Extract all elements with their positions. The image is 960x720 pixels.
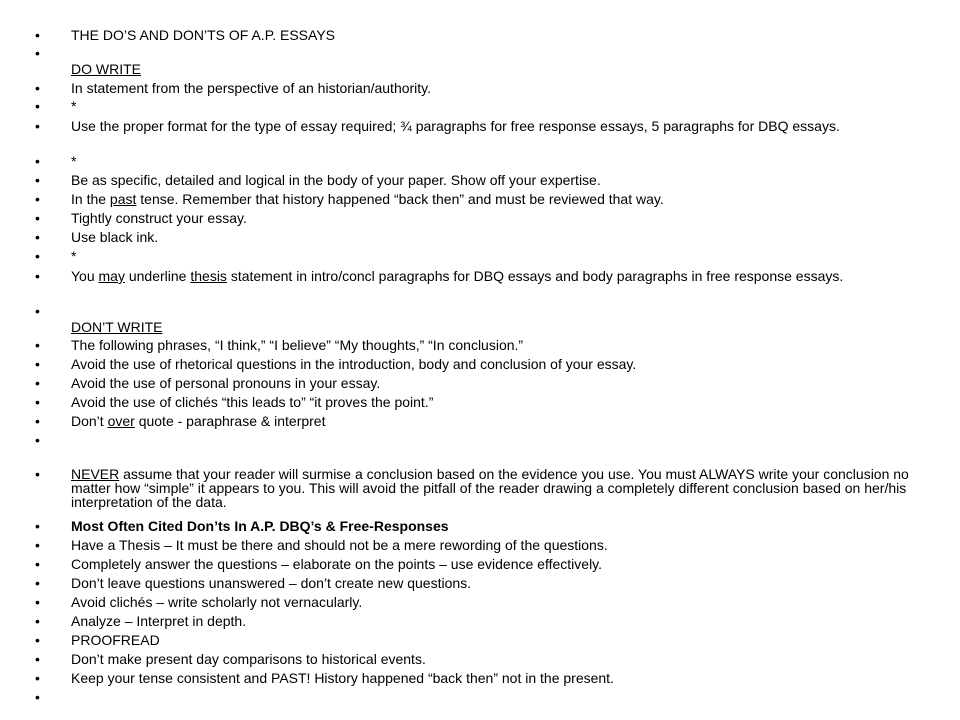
bullet-marker: •	[35, 556, 40, 572]
text-segment: quote - paraphrase & interpret	[134, 413, 326, 429]
list-item	[35, 651, 941, 667]
list-item-text	[71, 28, 941, 42]
list-item-text	[71, 230, 941, 244]
underlined-text: NEVER	[71, 466, 120, 482]
text-segment: The following phrases, “I think,” “I believe” “My thoughts,” “In conclusion.”	[71, 337, 524, 353]
list-item-text	[71, 249, 941, 263]
bullet-marker: •	[35, 394, 40, 410]
text-segment: Have a Thesis – It must be there and should not be a mere rewording of the questions.	[71, 537, 608, 553]
list-item	[35, 556, 941, 572]
list-item-text	[71, 192, 941, 206]
list-item-text	[71, 357, 941, 371]
text-segment: Be as specific, detailed and logical in the body of your paper. Show off your expertise.	[71, 172, 601, 188]
text-segment: Keep your tense consistent and PAST! History happened “back then” not in the present.	[71, 670, 614, 686]
list-item	[35, 356, 941, 372]
list-item	[35, 98, 941, 114]
bullet-marker: •	[35, 229, 40, 245]
list-item	[35, 670, 941, 686]
text-segment: *	[71, 153, 77, 169]
list-item	[71, 62, 941, 76]
bullet-marker: •	[35, 594, 40, 610]
bullet-marker: •	[35, 413, 40, 429]
bullet-marker: •	[35, 191, 40, 207]
bullet-marker: •	[35, 153, 40, 169]
list-item-text	[71, 338, 941, 352]
list-item-text	[71, 414, 941, 428]
list-item	[35, 613, 941, 629]
bullet-marker: •	[35, 98, 40, 114]
text-segment: Completely answer the questions – elaborate on the points – use evidence effectively.	[71, 556, 603, 572]
list-item-text	[71, 519, 941, 533]
bullet-marker: •	[35, 248, 40, 264]
list-item	[35, 375, 941, 391]
bullet-marker: •	[35, 303, 40, 319]
text-segment: In statement from the perspective of an historian/authority.	[71, 80, 432, 96]
list-item	[35, 191, 941, 207]
list-item-text	[71, 671, 941, 685]
list-item-text	[71, 538, 941, 552]
list-item-text	[71, 62, 941, 76]
list-item-text	[71, 576, 941, 590]
bullet-marker: •	[35, 375, 40, 391]
text-segment: You	[71, 268, 99, 284]
list-item	[35, 466, 941, 510]
underlined-text: DON’T WRITE	[71, 319, 163, 335]
list-item	[35, 394, 941, 410]
list-item-text	[71, 633, 941, 647]
list-item-text	[71, 269, 941, 283]
bullet-marker: •	[35, 575, 40, 591]
underlined-text: thesis	[190, 268, 227, 284]
list-item	[35, 27, 941, 43]
bullet-marker: •	[35, 466, 40, 482]
list-item	[35, 153, 941, 169]
bullet-marker: •	[35, 632, 40, 648]
bullet-marker: •	[35, 613, 40, 629]
text-segment: In the	[71, 191, 110, 207]
bullet-marker: •	[35, 27, 40, 43]
bullet-marker: •	[35, 268, 40, 284]
list-item	[35, 118, 941, 134]
text-segment: Analyze – Interpret in depth.	[71, 613, 247, 629]
bullet-marker: •	[35, 432, 40, 448]
bullet-marker: •	[35, 45, 40, 61]
bullet-marker: •	[35, 80, 40, 96]
list-item	[35, 632, 941, 648]
list-item-text	[71, 376, 941, 390]
bullet-marker: •	[35, 337, 40, 353]
list-item-text	[71, 211, 941, 225]
list-item	[35, 537, 941, 553]
bullet-marker: •	[35, 518, 40, 534]
text-segment: *	[71, 248, 77, 264]
list-item-text	[71, 173, 941, 187]
list-item	[35, 337, 941, 353]
underlined-text: past	[109, 191, 137, 207]
bullet-marker: •	[35, 689, 40, 705]
underlined-text: may	[98, 268, 125, 284]
list-item	[35, 248, 941, 264]
text-segment: *	[71, 98, 77, 114]
bold-text: Most Often Cited Don’ts In A.P. DBQ’s & Free-Responses	[71, 518, 449, 534]
list-item-text	[71, 320, 941, 334]
text-segment: underline	[124, 268, 191, 284]
list-item	[35, 80, 941, 96]
text-segment: Don’t	[71, 413, 108, 429]
text-segment: Avoid the use of rhetorical questions in the introduction, body and conclusion of your essay.	[71, 356, 637, 372]
list-item	[35, 210, 941, 226]
bullet-marker: •	[35, 651, 40, 667]
text-segment: Use black ink.	[71, 229, 159, 245]
list-item-text	[71, 81, 941, 95]
bullet-marker: •	[35, 210, 40, 226]
text-segment: assume that your reader will surmise a conclusion based on the evidence you use. You must ALWAYS write your conclusion no matter how “simple” it appears to you. This will avoid the pitfall of the reader drawing a completely different conclusion based on her/his interpretation of the data.	[71, 466, 909, 510]
text-segment: Use the proper format for the type of essay required; ¾ paragraphs for free response essays, 5 paragraphs for DBQ essays.	[71, 118, 840, 134]
bullet-marker: •	[35, 172, 40, 188]
text-segment: Don’t make present day comparisons to historical events.	[71, 651, 426, 667]
list-item	[35, 268, 941, 284]
text-segment: Avoid clichés – write scholarly not vernacularly.	[71, 594, 363, 610]
text-segment: Don’t leave questions unanswered – don’t create new questions.	[71, 575, 472, 591]
bullet-marker: •	[35, 537, 40, 553]
list-item-text	[71, 595, 941, 609]
underlined-text: DO WRITE	[71, 61, 141, 77]
bullet-marker: •	[35, 670, 40, 686]
list-item-text	[71, 557, 941, 571]
list-item	[35, 575, 941, 591]
text-segment: THE DO’S AND DON’TS OF A.P. ESSAYS	[71, 27, 335, 43]
list-item-text	[71, 614, 941, 628]
bullet-marker: •	[35, 356, 40, 372]
list-item	[35, 229, 941, 245]
text-segment: Avoid the use of personal pronouns in your essay.	[71, 375, 381, 391]
list-item	[35, 172, 941, 188]
list-item-text	[71, 467, 941, 509]
list-item	[35, 413, 941, 429]
text-segment: statement in intro/concl paragraphs for DBQ essays and body paragraphs in free response essays.	[226, 268, 844, 284]
list-item-text	[71, 652, 941, 666]
list-item-text	[71, 154, 941, 168]
text-segment: Avoid the use of clichés “this leads to” “it proves the point.”	[71, 394, 434, 410]
list-item	[35, 594, 941, 610]
list-item-text	[71, 395, 941, 409]
underlined-text: over	[107, 413, 135, 429]
list-item	[71, 320, 941, 334]
list-item-text	[71, 99, 941, 113]
text-segment: tense. Remember that history happened “back then” and must be reviewed that way.	[136, 191, 664, 207]
bullet-marker: •	[35, 118, 40, 134]
list-item-text	[71, 119, 941, 133]
list-item	[35, 518, 941, 534]
text-segment: Tightly construct your essay.	[71, 210, 247, 226]
text-segment: PROOFREAD	[71, 632, 160, 648]
